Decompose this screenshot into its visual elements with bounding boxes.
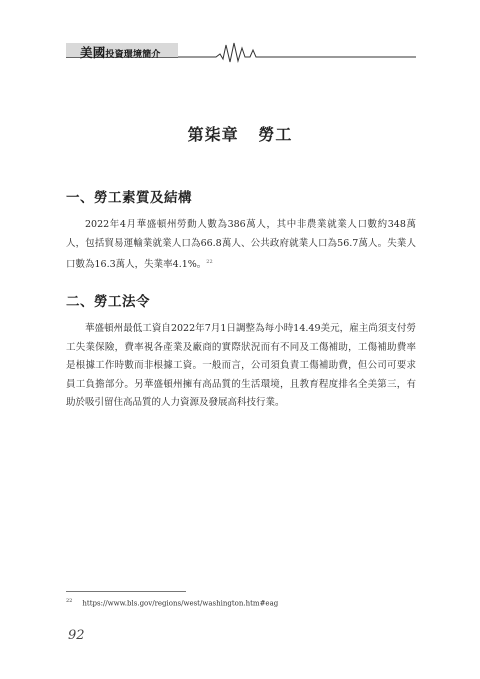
section-heading-labor-law: 二、勞工法令 [66, 294, 150, 310]
footnote [66, 598, 278, 607]
header-title-main: 美國 [80, 45, 106, 60]
footnote-reference[interactable]: 22 [206, 259, 213, 265]
section-paragraph [66, 320, 416, 413]
header-wave-line [178, 40, 416, 64]
page-number: 92 [68, 628, 85, 643]
footnote-link[interactable]: https://www.bls.gov/regions/west/washington.htm#eag [82, 599, 279, 608]
running-header [66, 40, 416, 64]
footnote-divider [66, 591, 186, 592]
section-paragraph [66, 216, 416, 275]
paragraph-text: 華盛頓州最低工資自2022年7月1日調整為每小時14.49美元，雇主尚須支付勞工失業保險，費率視各產業及廠商的實際狀況而有不同及工傷補助，工傷補助費率是根據工作時數而非根據工資。一般而言，公司須負責工傷補助費，但公司可要求員工負擔部分。另華盛頓州擁有高品質的生活環境，且教育程度排名全美第三，有助於吸引留住高品質的人力資源及發展高科技行業。 [66, 323, 416, 408]
header-title [80, 43, 161, 61]
footnote-number: 22 [66, 598, 73, 604]
chapter-title: 第柒章 勞工 [187, 125, 293, 144]
section-heading-labor-quality: 一、勞工素質及結構 [66, 190, 192, 206]
header-title-sub: 投資環境簡介 [105, 50, 161, 60]
paragraph-text: 2022年4月華盛頓州勞動人數為386萬人，其中非農業就業人口數約348萬人，包括貿易運輸業就業人口為66.8萬人、公共政府就業人口為56.7萬人。失業人口數為16.3萬人，失業率4.1%。 [66, 219, 416, 271]
